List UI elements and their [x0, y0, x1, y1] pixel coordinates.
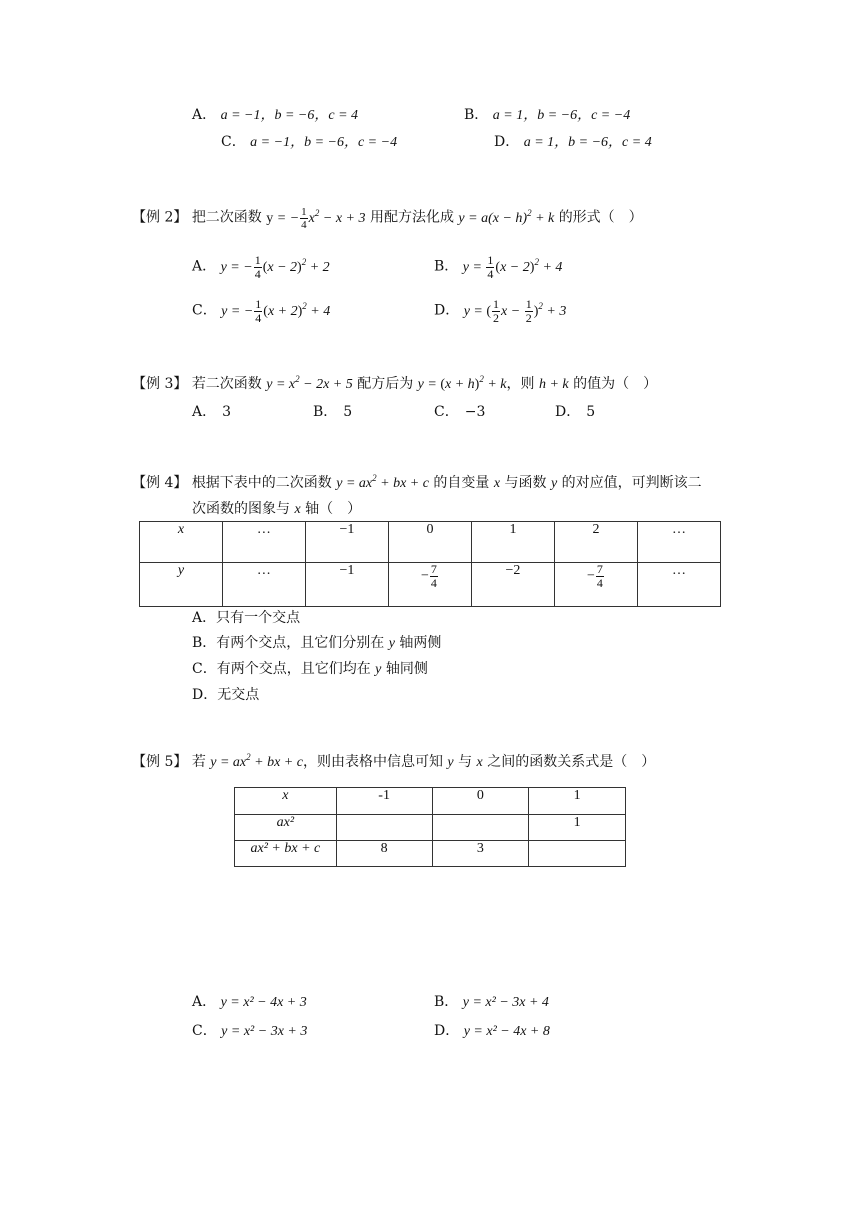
- stem-text: 与: [458, 754, 473, 770]
- stem-text: 的形式（ ）: [558, 209, 643, 226]
- option-expr: y = x² − 4x + 3: [220, 995, 307, 1010]
- table-cell-fraction: − $\frac{7}{4}$: [554, 563, 637, 607]
- example-tag: 【例 4】: [132, 475, 188, 491]
- table-cell: y: [140, 563, 223, 607]
- option-label: A．: [192, 994, 217, 1010]
- var-x: x: [493, 476, 501, 491]
- option-expr: y = − $\frac{1}{4}$ $(x - 2)^2 + 2$: [220, 253, 330, 281]
- stem-text: 的自变量: [433, 475, 490, 491]
- table-row-y: [140, 563, 721, 607]
- stem-text: 若二次函数: [191, 376, 262, 392]
- var-y: y: [388, 636, 395, 651]
- option-label: B．: [434, 258, 459, 275]
- table-cell: 3: [432, 841, 529, 867]
- option-label: B．: [434, 994, 459, 1010]
- stem-text: 把二次函数: [191, 209, 262, 226]
- option-label: C．: [192, 1023, 217, 1039]
- ex4-table: [139, 521, 721, 607]
- table-cell: 1: [529, 788, 626, 815]
- table-cell: …: [637, 522, 720, 563]
- frac-num: 7: [430, 562, 437, 576]
- stem-text: 的对应值，可判断该二: [561, 475, 702, 491]
- q1-option-c: [221, 133, 397, 152]
- table-cell: …: [222, 563, 305, 607]
- option-expr: y = x² − 3x + 4: [462, 995, 549, 1010]
- example-tag: 【例 3】: [132, 376, 188, 392]
- ex4-function-expr: $y = ax^2$ + bx + c: [336, 473, 429, 491]
- q1-option-d: [494, 133, 652, 152]
- option-label: D．: [494, 134, 520, 150]
- option-text: C．有两个交点，且它们均在: [192, 661, 371, 677]
- ex2-option-d: [434, 298, 566, 325]
- ex2-function-expr: y = − $\frac{1}{4}$ $x^2 - x + 3$: [266, 206, 366, 231]
- frac-den: 4: [430, 576, 437, 590]
- ex2-option-c: [192, 298, 330, 325]
- table-row-ax2: [235, 815, 626, 841]
- stem-text: 与函数: [504, 475, 547, 491]
- option-value: 5: [343, 404, 353, 420]
- ex3-option-d: [555, 403, 595, 421]
- table-cell: [336, 815, 432, 841]
- frac-den: 4: [596, 576, 603, 590]
- table-cell: ax² + bx + c: [235, 841, 337, 867]
- ex5-option-c: [192, 1022, 307, 1041]
- table-cell: ax²: [235, 815, 337, 841]
- table-cell: 0: [432, 788, 529, 815]
- option-expr: y = x² − 4x + 8: [463, 1024, 550, 1039]
- option-label: D．: [434, 302, 460, 319]
- table-cell: 1: [529, 815, 626, 841]
- ex4-option-a: A．只有一个交点: [192, 610, 301, 626]
- ex5-table: [234, 787, 626, 867]
- var-x: x: [476, 755, 483, 770]
- ex4-option-d: D．无交点: [192, 687, 260, 703]
- table-cell: [432, 815, 529, 841]
- var-y: y: [551, 476, 558, 491]
- ex5-function-expr: $y = ax^2$ + bx + c: [210, 752, 303, 770]
- table-cell: −1: [305, 563, 388, 607]
- ex3-option-b: [313, 403, 352, 421]
- ex5-option-b: [434, 993, 549, 1012]
- option-text: a = −1，b = −6，c = −4: [250, 135, 398, 150]
- option-label: A．: [192, 258, 217, 275]
- option-label: A．: [192, 404, 217, 420]
- table-cell: …: [222, 522, 305, 563]
- option-text: a = −1，b = −6，c = 4: [220, 108, 359, 123]
- ex2-option-a: [192, 254, 330, 281]
- option-expr: y = x² − 3x + 3: [221, 1024, 308, 1039]
- ex2-vertex-form: $y = a(x - h)^2 + k$: [458, 207, 555, 226]
- option-label: C．: [192, 302, 217, 319]
- frac-num: 7: [596, 562, 603, 576]
- table-cell: −2: [471, 563, 554, 607]
- stem-text: 之间的函数关系式是（ ）: [487, 754, 656, 770]
- stem-text: 次函数的图象与: [192, 501, 290, 517]
- ex2-option-b: [434, 254, 562, 281]
- option-label: A．: [192, 107, 217, 123]
- option-expr: y = − $\frac{1}{4}$ $(x + 2)^2 + 4$: [221, 297, 331, 325]
- stem-text: 若: [191, 754, 206, 770]
- option-label: B．: [313, 404, 338, 420]
- ex3-stem: [132, 375, 657, 394]
- option-text: a = 1，b = −6，c = −4: [492, 108, 631, 123]
- option-label: D．: [434, 1023, 460, 1039]
- table-cell: -1: [336, 788, 432, 815]
- ex3-option-a: [192, 403, 231, 421]
- option-label: C．: [434, 404, 459, 420]
- option-expr: y = ( $\frac{1}{2}$ x − $\frac{1}{2}$ )$^2$ + 3: [463, 297, 567, 325]
- stem-text: 配方后为: [357, 376, 414, 392]
- q1-option-a: [192, 106, 358, 125]
- var-y: y: [447, 755, 454, 770]
- option-label: C．: [221, 134, 246, 150]
- option-text: B．有两个交点，且它们分别在: [192, 635, 385, 651]
- table-cell: −1: [305, 522, 388, 563]
- table-cell: 8: [336, 841, 432, 867]
- stem-text: ，则由表格中信息可知: [302, 754, 443, 770]
- option-value: −3: [464, 404, 486, 420]
- ex4-stem-line1: [132, 474, 702, 493]
- option-value: 3: [222, 404, 232, 420]
- ex3-option-c: [434, 403, 485, 421]
- option-label: B．: [464, 107, 489, 123]
- option-text: a = 1，b = −6，c = 4: [523, 135, 652, 150]
- ex4-option-c: [192, 660, 428, 679]
- table-cell: 2: [554, 522, 637, 563]
- option-text: 轴两侧: [399, 635, 442, 651]
- ex3-function-expr: $y = x^2 - 2x + 5$: [266, 374, 353, 392]
- table-cell: 1: [471, 522, 554, 563]
- ex5-option-a: [192, 993, 307, 1012]
- table-cell: …: [637, 563, 720, 607]
- var-x: x: [294, 502, 301, 517]
- ex2-stem: [132, 206, 643, 231]
- table-cell: [529, 841, 626, 867]
- stem-text: 根据下表中的二次函数: [191, 475, 332, 491]
- stem-text: 轴（ ）: [305, 501, 362, 517]
- table-cell: x: [140, 522, 223, 563]
- stem-text: 用配方法化成: [369, 209, 454, 226]
- ex3-target-expr: h + k: [538, 377, 569, 392]
- option-label: D．: [555, 404, 581, 420]
- table-cell: x: [235, 788, 337, 815]
- table-row-x: [235, 788, 626, 815]
- ex4-option-b: [192, 634, 441, 653]
- table-cell: 0: [388, 522, 471, 563]
- table-cell-fraction: − $\frac{7}{4}$: [388, 563, 471, 607]
- example-tag: 【例 5】: [132, 754, 188, 770]
- ex4-stem-line2: [192, 500, 361, 519]
- q1-option-b: [464, 106, 630, 125]
- table-row-x: [140, 522, 721, 563]
- ex5-stem: [132, 753, 655, 772]
- option-text: 轴同侧: [385, 661, 428, 677]
- ex5-option-d: [434, 1022, 550, 1041]
- option-expr: y = $\frac{1}{4}$ $(x - 2)^2 + 4$: [462, 253, 563, 281]
- table-row-full: [235, 841, 626, 867]
- var-y: y: [375, 662, 382, 677]
- ex3-vertex-form: $y = (x + h)^2 + k$: [417, 374, 507, 392]
- option-value: 5: [586, 404, 596, 420]
- example-tag: 【例 2】: [132, 209, 188, 226]
- stem-text: 的值为（ ）: [573, 376, 658, 392]
- stem-text: ，则: [506, 376, 535, 392]
